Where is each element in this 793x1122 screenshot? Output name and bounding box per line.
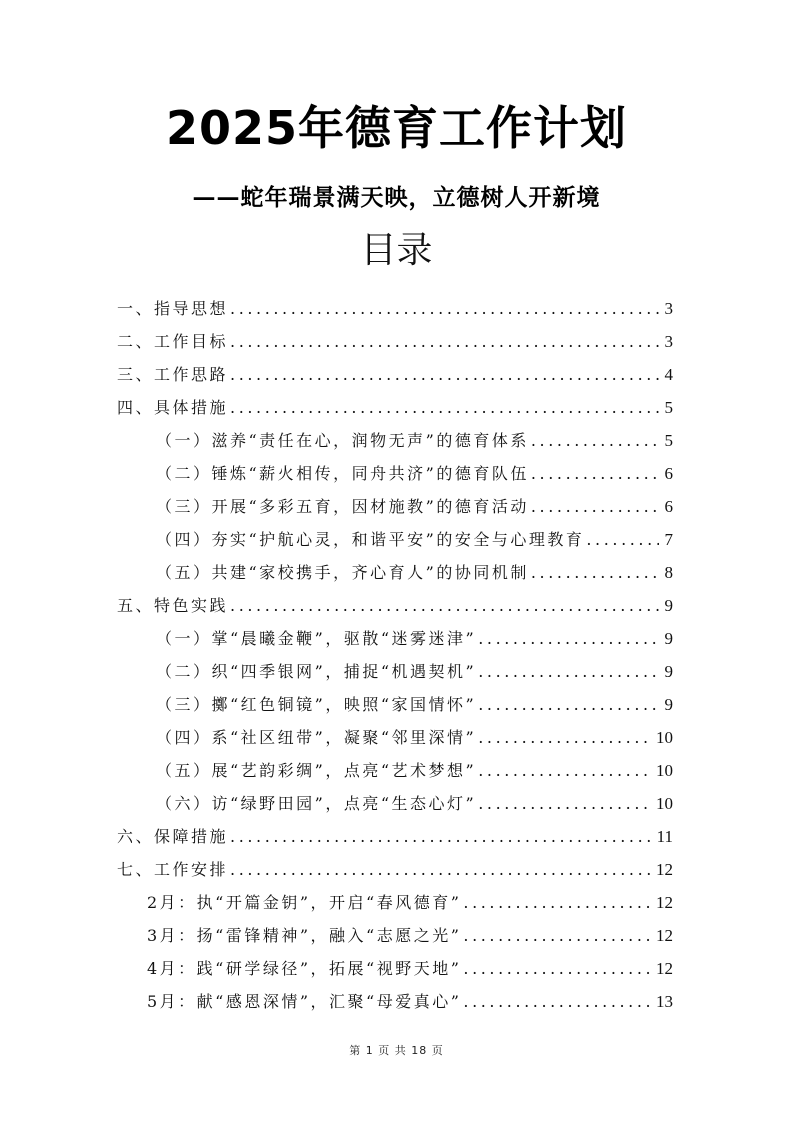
- toc-entry[interactable]: [147, 881, 673, 914]
- toc-entry[interactable]: [117, 584, 673, 617]
- toc-entry-label: （二）锤炼“薪火相传，同舟共济”的德育队伍: [156, 464, 529, 483]
- toc-leader-dots: [586, 529, 658, 551]
- toc-entry[interactable]: [156, 650, 673, 683]
- toc-entry-page: 12: [656, 926, 673, 945]
- toc-leader-dots: [531, 562, 659, 584]
- toc-entry-page: 12: [656, 959, 673, 978]
- toc-leader-dots: [463, 991, 650, 1013]
- toc-entry[interactable]: [156, 551, 673, 584]
- toc-entry[interactable]: [117, 386, 673, 419]
- toc-leader-dots: [230, 826, 651, 848]
- toc-entry-page: 7: [664, 530, 673, 549]
- toc-leader-dots: [463, 925, 650, 947]
- toc-entry-label: （四）夯实“护航心灵，和谐平安”的安全与心理教育: [156, 530, 585, 549]
- toc-leader-dots: [230, 595, 658, 617]
- toc-entry-label: （一）掌“晨曦金鞭”，驱散“迷雾迷津”: [156, 629, 477, 648]
- toc-entry-page: 3: [664, 332, 673, 351]
- toc-entry[interactable]: [117, 353, 673, 386]
- toc-entry-label: （六）访“绿野田园”，点亮“生态心灯”: [156, 794, 477, 813]
- toc-entry-label: 3月：扬“雷锋精神”，融入“志愿之光”: [147, 926, 462, 945]
- toc-leader-dots: [531, 496, 659, 518]
- toc-entry-page: 3: [664, 299, 673, 318]
- toc-entry-label: （四）系“社区纽带”，凝聚“邻里深情”: [156, 728, 477, 747]
- toc-entry[interactable]: [156, 683, 673, 716]
- toc-entry[interactable]: [117, 287, 673, 320]
- toc-entry-label: 5月：献“感恩深情”，汇聚“母爱真心”: [147, 992, 462, 1011]
- toc-entry-page: 9: [664, 596, 673, 615]
- toc-entry-label: （三）开展“多彩五育，因材施教”的德育活动: [156, 497, 529, 516]
- toc-entry[interactable]: [117, 320, 673, 353]
- toc-leader-dots: [230, 298, 658, 320]
- toc-leader-dots: [230, 397, 658, 419]
- toc-entry-page: 6: [664, 464, 673, 483]
- toc-entry-label: 三、工作思路: [117, 365, 229, 384]
- toc-entry-label: 四、具体措施: [117, 398, 229, 417]
- toc-entry[interactable]: [156, 749, 673, 782]
- toc-entry-label: 六、保障措施: [117, 827, 229, 846]
- document-title: 2025年德育工作计划: [165, 101, 628, 155]
- toc-entry[interactable]: [156, 617, 673, 650]
- toc-leader-dots: [478, 760, 650, 782]
- toc-entry-label: 二、工作目标: [117, 332, 229, 351]
- toc-entry-label: 4月：践“研学绿径”，拓展“视野天地”: [147, 959, 462, 978]
- toc-entry[interactable]: [147, 914, 673, 947]
- toc-entry-page: 10: [656, 761, 673, 780]
- toc-leader-dots: [478, 694, 658, 716]
- toc-entry-label: （二）织“四季银网”，捕捉“机遇契机”: [156, 662, 477, 681]
- document-subtitle: ——蛇年瑞景满天映，立德树人开新境: [192, 184, 601, 211]
- toc-entry[interactable]: [156, 485, 673, 518]
- toc-entry[interactable]: [156, 419, 673, 452]
- toc-leader-dots: [478, 793, 650, 815]
- toc-entry-page: 10: [656, 728, 673, 747]
- toc-entry-page: 10: [656, 794, 673, 813]
- toc-entry[interactable]: [156, 452, 673, 485]
- toc-leader-dots: [463, 958, 650, 980]
- toc-leader-dots: [463, 892, 650, 914]
- toc-entry-label: 一、指导思想: [117, 299, 229, 318]
- toc-leader-dots: [230, 364, 658, 386]
- toc-entry-page: 5: [664, 398, 673, 417]
- toc-leader-dots: [478, 661, 658, 683]
- toc-entry-page: 9: [664, 695, 673, 714]
- toc-entry[interactable]: [156, 716, 673, 749]
- toc-entry[interactable]: [117, 848, 673, 881]
- toc-leader-dots: [478, 628, 658, 650]
- toc-entry-label: （一）滋养“责任在心，润物无声”的德育体系: [156, 431, 529, 450]
- toc-entry[interactable]: [147, 947, 673, 980]
- toc-entry-label: （五）共建“家校携手，齐心育人”的协同机制: [156, 563, 529, 582]
- toc-leader-dots: [478, 727, 650, 749]
- toc-entry-page: 4: [664, 365, 673, 384]
- toc-leader-dots: [531, 430, 659, 452]
- toc-entry-label: 2月：执“开篇金钥”，开启“春风德育”: [147, 893, 462, 912]
- toc-entry[interactable]: [156, 518, 673, 551]
- toc-entry-page: 13: [656, 992, 673, 1011]
- toc-entry-page: 5: [664, 431, 673, 450]
- toc-entry[interactable]: [156, 782, 673, 815]
- toc-leader-dots: [230, 331, 658, 353]
- toc-entry-page: 9: [664, 629, 673, 648]
- toc-entry-page: 6: [664, 497, 673, 516]
- toc-entry-label: 五、特色实践: [117, 596, 229, 615]
- page-footer: 第 1 页 共 18 页: [349, 1044, 444, 1057]
- toc-leader-dots: [230, 859, 650, 881]
- toc-entry-page: 12: [656, 860, 673, 879]
- toc-entry-label: （三）擲“红色铜镜”，映照“家国情怀”: [156, 695, 477, 714]
- toc-entry-label: （五）展“艺韵彩绸”，点亮“艺术梦想”: [156, 761, 477, 780]
- toc-entry-page: 8: [664, 563, 673, 582]
- toc-entry[interactable]: [147, 980, 673, 1013]
- toc-leader-dots: [531, 463, 659, 485]
- toc-entry-label: 七、工作安排: [117, 860, 229, 879]
- toc-entry[interactable]: [117, 815, 673, 848]
- toc-entry-page: 12: [656, 893, 673, 912]
- toc-heading: 目录: [360, 230, 433, 271]
- toc-entry-page: 11: [656, 827, 673, 846]
- toc-entry-page: 9: [664, 662, 673, 681]
